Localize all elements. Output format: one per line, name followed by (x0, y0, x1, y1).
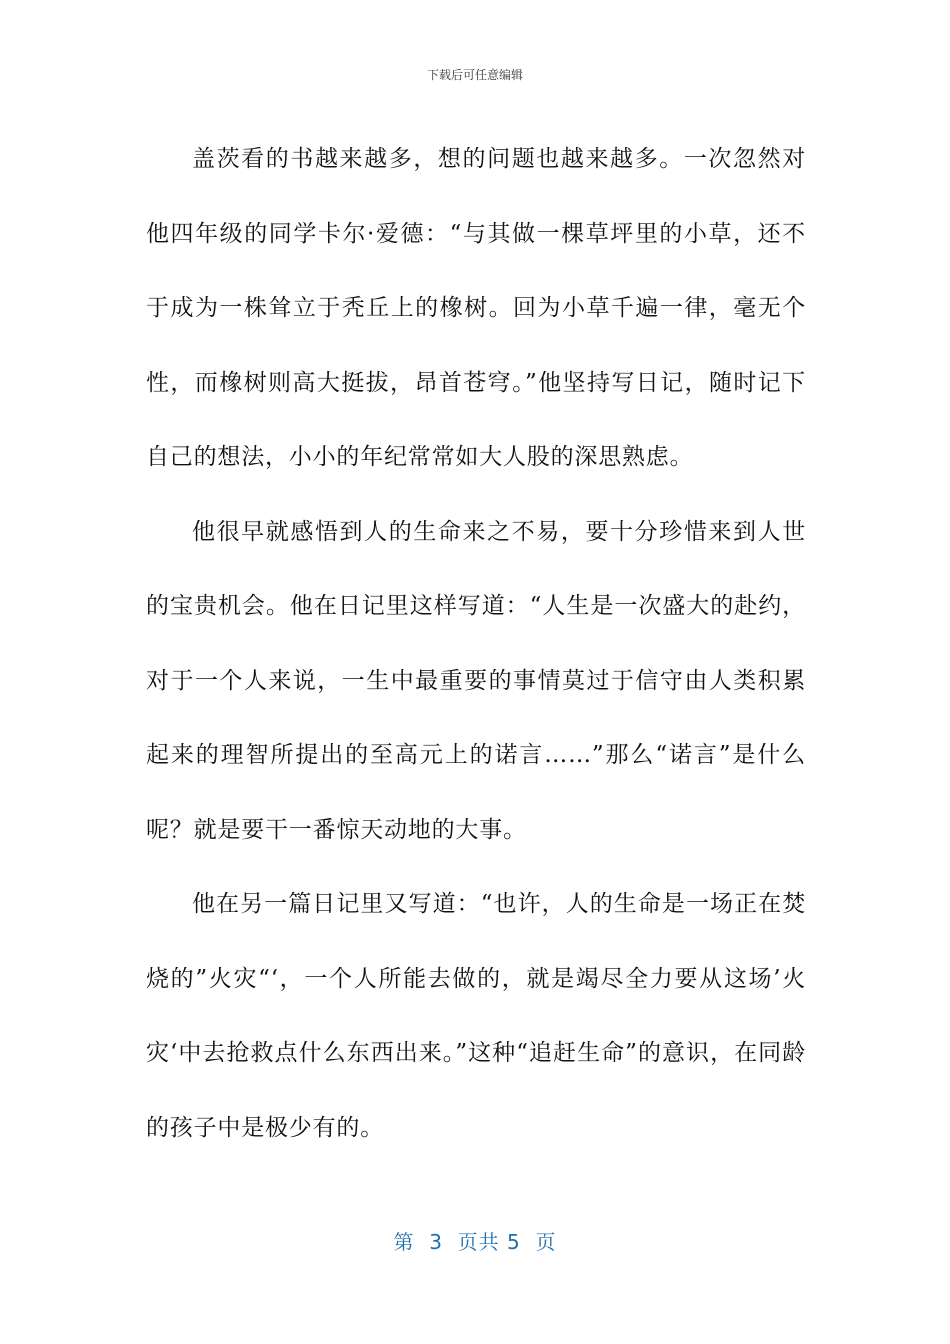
document-body (146, 122, 806, 1165)
paragraph-3: 他在另一篇日记里又写道：“也许，人的生命是一场正在焚烧的”火灾“‘，一个人所能去做的，就是竭尽全力要从这场’火灾‘中去抢救点什么东西出来。”这种“追赶生命”的意识，在同龄的孩子中是极少有的。 (146, 891, 806, 1141)
page-number-footer: 第 3 页共 5 页 (393, 1230, 557, 1254)
page-header-note: 下载后可任意编辑 (426, 68, 523, 82)
paragraph-2: 他很早就感悟到人的生命来之不易，要十分珍惜来到人世的宝贵机会。他在日记里这样写道：“人生是一次盛大的赴约，对于一个人来说，一生中最重要的事情莫过于信守由人类积累起来的理智所提出的至高元上的诺言……”那么“诺言”是什么呢？就是要干一番惊天动地的大事。 (146, 518, 806, 843)
paragraph-1: 盖茨看的书越来越多，想的问题也越来越多。一次忽然对他四年级的同学卡尔·爱德：“与其做一棵草坪里的小草，还不于成为一株耸立于秃丘上的橡树。回为小草千遍一律，毫无个性，而橡树则高大挺拔，昂首苍穹。”他坚持写日记，随时记下自己的想法，小小的年纪常常如大人股的深思熟虑。 (146, 146, 806, 470)
